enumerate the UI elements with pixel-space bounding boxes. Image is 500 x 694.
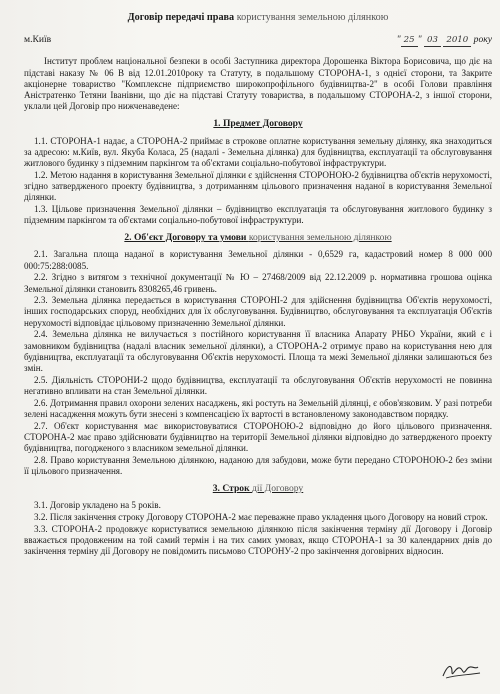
section-1-heading-text: 1. Предмет Договору <box>213 118 303 130</box>
clause-1-1: 1.1. СТОРОНА-1 надає, а СТОРОНА-2 приймає в строкове оплатне користування земельну ділянку, яка знаходиться за адресою: м.Київ, вул. Якуба Коласа, 25 (надалі - Земельна ділянка) для будівництва, експлуатації та обслуговування житлового будинку з підземним паркінгом та об'єктами соціально-побутової інфраструктури. <box>24 135 492 169</box>
clause-2-7: 2.7. Об'єкт користування має використовуватися СТОРОНОЮ-2 відповідно до його цільового призначення. СТОРОНА-2 має право здійснювати будівництво на території Земельної ділянки відповідно до затвердженого проекту будівництва, погодженого з власником земельної ділянки. <box>24 420 492 453</box>
handwritten-signature <box>440 660 482 682</box>
section-2-heading-faded: користування земельною ділянкою <box>248 232 392 244</box>
clause-2-1: 2.1. Загальна площа наданої в користування Земельної ділянки - 0,6529 га, кадастровий номер 8 000 000 000:75:288:0085. <box>24 249 492 271</box>
section-2-heading <box>24 232 492 243</box>
clause-2-5: 2.5. Діяльність СТОРОНИ-2 щодо будівництва, експлуатації та обслуговування Об'єктів нерухомості не повинна негативно впливати на стан Земельної ділянки. <box>24 374 492 396</box>
clause-3-2: 3.2. Після закінчення строку Договору СТОРОНА-2 має переважне право укладення цього Договору на новий строк. <box>34 511 488 522</box>
date-month: 03 <box>424 35 441 47</box>
clause-2-3: 2.3. Земельна ділянка передається в користування СТОРОНІ-2 для здійснення будівництва Об'єктів нерухомості, інших господарських споруд, необхідних для їх обслуговування. Будівництво, обслуговування та експлуатація Об'єктів нерухомості відповідає цільовому призначенню Земельної ділянки. <box>24 295 492 328</box>
clause-1-2: 1.2. Метою надання в користування Земельної ділянки є здійснення СТОРОНОЮ-2 будівництва об'єктів нерухомості, згідно затвердженого проекту будівництва, з дотриманням цільового призначення наданої в користування Земельної ділянки. <box>24 169 492 203</box>
clause-3-3: 3.3. СТОРОНА-2 продовжує користуватися земельною ділянкою після закінчення терміну дії Договору і Договір вважається продовженим на той самий термін і на тих самих умовах, якщо СТОРОНА-1 за 30 календарних днів до закінчення терміну дії Договору не повідомить письмово СТОРОНУ-2 про закінчення договірних відносин. <box>24 523 492 557</box>
place-date-row <box>24 34 492 47</box>
date-suffix: року <box>473 34 492 46</box>
section-3-heading-text: 3. Строк <box>212 483 253 495</box>
section-3-heading <box>24 483 492 494</box>
section-1-heading <box>24 118 492 129</box>
title-main: Договір передачі права <box>127 12 237 23</box>
place-label: м.Київ <box>24 34 52 46</box>
clause-2-2: 2.2. Згідно з витягом з технічної документації № Ю – 27468/2009 від 22.12.2009 р. нормативна грошова оцінка Земельної ділянки становить 8308265,46 гривень. <box>24 272 492 294</box>
clause-1-3: 1.3. Цільове призначення Земельної ділянки – будівництво експлуатація та обслуговування житлового будинку з підземним паркінгом та об'єктами соціально-побутової інфраструктури. <box>24 203 492 226</box>
title-faded: користування земельною ділянкою <box>236 12 389 23</box>
date-day: 25 <box>401 35 418 47</box>
date-field: " 25 " 03 2010 року <box>397 34 492 47</box>
clause-2-4: 2.4. Земельна ділянка не вилучається з постійного користування її власника Апарату РНБО України, який є і замовником будівництва (надалі власник земельної ділянки), а СТОРОНА-2 отримує право на користування нею для будівництва, експлуатації та обслуговування Об'єктів нерухомості. Площа та межі Земельної ділянки залишаються без змін. <box>24 329 492 373</box>
section-3-heading-faded: дії Договору <box>252 483 304 495</box>
document-title <box>24 12 492 23</box>
preamble: Інститут проблем національної безпеки в особі Заступника директора Дорошенка Вікторa Борисовича, що діє на підставі наказу № 06 В від 12.01.2010року та Статуту, в подальшому СТОРОНА-1, з однієї сторони, та Закрите акціонерне товариство "Комплексне підприємство широкопрофільного будівництва-2" в особі Голови правління Аністратенко Тетяни Іванівни, що діє на підставі Статуту товариства, в подальшому СТОРОНА-2, з іншої сторони, уклали цей Договір про нижченаведене: <box>24 56 492 112</box>
section-2-heading-text: 2. Об'єкт Договору та умови <box>124 232 249 244</box>
date-year: 2010 <box>443 35 471 47</box>
clause-3-1: 3.1. Договір укладено на 5 років. <box>34 500 161 511</box>
clause-2-8: 2.8. Право користування Земельною ділянкою, наданою для забудови, може бути передано СТОРОНОЮ-2 без зміни її цільового призначення. <box>24 454 492 476</box>
clause-2-6: 2.6. Дотримання правил охорони зелених насаджень, які ростуть на Земельній ділянці, є обов'язковим. У разі потреби зелені насадження можуть бути знесені з компенсацією їх вартості в встановленому законодавством порядку. <box>24 397 492 419</box>
